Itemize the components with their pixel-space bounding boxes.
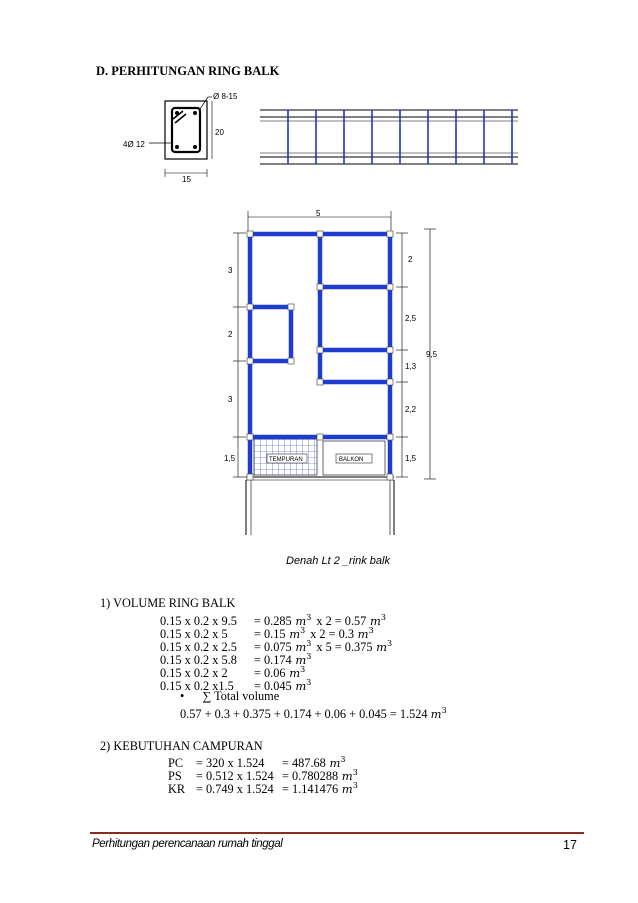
mix-title: 2) KEBUTUHAN CAMPURAN (100, 739, 263, 753)
beam-cross-section-drawing (115, 85, 245, 190)
dim-right-total: 9,5 (426, 350, 438, 359)
volume-line-result: = 0.045 (254, 679, 292, 693)
volume-line-expression: 0.15 x 0.2 x 9.5 (160, 614, 237, 628)
section-heading: D. PERHITUNGAN RING BALK (96, 64, 280, 78)
mix-section (100, 739, 520, 799)
footer-rule (90, 832, 584, 834)
mix-name: KR (168, 782, 186, 796)
rebar-2 (193, 111, 197, 115)
dim-right-3: 1,3 (405, 362, 417, 371)
mix-expression: = 320 x 1.524 (196, 756, 265, 770)
dim-left-3: 3 (228, 395, 233, 404)
stirrup-hook (173, 111, 186, 123)
rebar-3 (175, 145, 179, 149)
mix-result: = 0.780288 (282, 769, 339, 783)
volume-line-result: = 0.075 (254, 640, 292, 654)
dim-right-2: 2,5 (405, 314, 417, 323)
page-number: 17 (563, 838, 577, 852)
volume-line: 0.15 x 0.2 x1.5 = 0.045 $m^3$ (160, 678, 312, 693)
svg-text:TEMPURAN: TEMPURAN (269, 457, 303, 463)
volume-line-result: = 0.174 (254, 653, 292, 667)
volume-line-result: = 0.15 (254, 627, 286, 641)
volume-line-multiplied: x 5 = 0.375 (316, 640, 373, 654)
total-expression: 0.57 + 0.3 + 0.375 + 0.174 + 0.06 + 0.045 = 1.524 (180, 707, 428, 721)
total-expression-line: 0.57 + 0.3 + 0.375 + 0.174 + 0.06 + 0.045 = 1.524 $m^3$ (180, 706, 447, 721)
total-label: Total volume (214, 689, 280, 703)
volume-line-multiplied: x 2 = 0.57 (316, 614, 367, 628)
dim-right-1: 2 (408, 255, 413, 264)
volume-title: 1) VOLUME RING BALK (100, 596, 236, 610)
dim-right-5: 1,5 (405, 454, 417, 463)
volume-section (100, 596, 520, 721)
volume-line: 0.15 x 0.2 x 2.5 = 0.075 $m^3$ x 5 = 0.375 $m^3$ (160, 639, 393, 654)
volume-line-expression: 0.15 x 0.2 x 5 (160, 627, 228, 641)
volume-line-expression: 0.15 x 0.2 x1.5 (160, 679, 234, 693)
dim-left-1: 3 (228, 266, 233, 275)
mix-name: PS (168, 769, 182, 783)
volume-line: 0.15 x 0.2 x 2 = 0.06 $m^3$ (160, 665, 306, 680)
bullet: • (180, 689, 185, 703)
mix-expression: = 0.512 x 1.524 (196, 769, 274, 783)
mix-result: = 487.68 (282, 756, 326, 770)
volume-line: 0.15 x 0.2 x 9.5 = 0.285 $m^3$ x 2 = 0.57 $m^3$ (160, 613, 386, 628)
mix-row: PS = 0.512 x 1.524 = 0.780288 $m^3$ (168, 768, 358, 783)
mix-name: PC (168, 756, 184, 770)
total-bullet-line (180, 689, 279, 703)
dim-top-width: 5 (316, 209, 321, 218)
sigma-symbol: ∑ (202, 689, 212, 703)
rebar-4 (193, 145, 197, 149)
svg-text:BALKON: BALKON (339, 457, 364, 463)
mix-row: PC = 320 x 1.524 = 487.68 $m^3$ (168, 755, 346, 770)
dim-right-4: 2,2 (405, 405, 417, 414)
volume-line-expression: 0.15 x 0.2 x 2.5 (160, 640, 237, 654)
mix-row: KR = 0.749 x 1.524 = 1.141476 $m^3$ (168, 781, 358, 796)
dim-left-2: 2 (228, 330, 233, 339)
stirrup-label: Ø 8-15 (213, 92, 238, 101)
room-label-2 (336, 454, 372, 463)
room-label-1 (267, 454, 307, 463)
main-bar-label: 4Ø 12 (123, 140, 145, 149)
mix-expression: = 0.749 x 1.524 (196, 782, 274, 796)
floor-plan-drawing (218, 205, 448, 545)
footer-title: Perhitungan perencanaan rumah tinggal (92, 838, 283, 850)
height-label: 20 (215, 128, 224, 137)
volume-line-multiplied: x 2 = 0.3 (310, 627, 355, 641)
width-label: 15 (182, 175, 191, 184)
volume-line-expression: 0.15 x 0.2 x 2 (160, 666, 228, 680)
dim-left-4: 1,5 (224, 454, 236, 463)
beam-elevation-drawing (258, 106, 520, 168)
figure-caption: Denah Lt 2 _rink balk (286, 555, 390, 567)
volume-line-result: = 0.06 (254, 666, 286, 680)
volume-line-expression: 0.15 x 0.2 x 5.8 (160, 653, 237, 667)
volume-line: 0.15 x 0.2 x 5 = 0.15 $m^3$ x 2 = 0.3 $m^3$ (160, 626, 374, 641)
volume-line: 0.15 x 0.2 x 5.8 = 0.174 $m^3$ (160, 652, 312, 667)
volume-line-result: = 0.285 (254, 614, 292, 628)
mix-result: = 1.141476 (282, 782, 339, 796)
rebar-1 (175, 111, 179, 115)
